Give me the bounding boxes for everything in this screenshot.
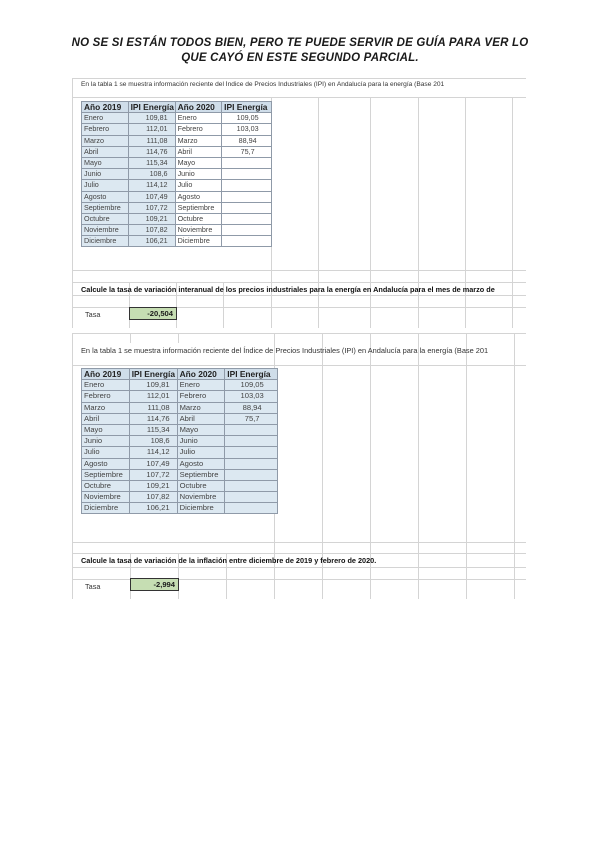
ipi-table (81, 101, 272, 247)
month-2020: Marzo (177, 402, 225, 413)
ipi-2020 (222, 157, 272, 168)
ipi-2020 (222, 169, 272, 180)
tasa-result-cell[interactable]: -2,994 (130, 578, 179, 591)
heading-line-1: NO SE SI ESTÁN TODOS BIEN, PERO TE PUEDE SERVIR DE GUÍA PARA VER LO (71, 37, 529, 49)
month-2020: Abril (177, 413, 225, 424)
table-header-row (82, 102, 272, 113)
ipi-2019: 106,21 (129, 503, 177, 514)
table-row (82, 469, 278, 480)
ipi-table (81, 368, 278, 514)
ipi-2019: 106,21 (128, 236, 175, 247)
ipi-2019: 108,6 (128, 169, 175, 180)
month-2019: Diciembre (82, 236, 129, 247)
intro-text: En la tabla 1 se muestra información reciente del Índice de Precios Industriales (IPI) en Andalucía para la energía (Base 201 (81, 81, 445, 88)
month-2020: Noviembre (177, 492, 225, 503)
tasa-label: Tasa (85, 310, 101, 319)
column-header: IPI Energía (222, 102, 272, 113)
ipi-2019: 114,76 (128, 146, 175, 157)
column-header: Año 2020 (177, 369, 225, 380)
table-row (82, 225, 272, 236)
ipi-2020 (225, 424, 278, 435)
month-2020: Febrero (175, 124, 222, 135)
ipi-2020 (225, 458, 278, 469)
month-2020: Diciembre (177, 503, 225, 514)
ipi-2020 (222, 225, 272, 236)
ipi-2019: 115,34 (128, 157, 175, 168)
table-row (82, 503, 278, 514)
ipi-2019: 112,01 (128, 124, 175, 135)
heading-line-2: QUE CAYÓ EN ESTE SEGUNDO PARCIAL. (181, 52, 419, 64)
ipi-2019: 109,21 (129, 480, 177, 491)
ipi-2020: 88,94 (222, 135, 272, 146)
month-2019: Agosto (82, 191, 129, 202)
ipi-2019: 109,81 (129, 380, 177, 391)
table-row (82, 113, 272, 124)
month-2020: Febrero (177, 391, 225, 402)
month-2019: Septiembre (82, 202, 129, 213)
ipi-2019: 107,82 (129, 492, 177, 503)
ipi-2020 (225, 436, 278, 447)
ipi-2019: 111,08 (129, 402, 177, 413)
month-2019: Abril (82, 146, 129, 157)
ipi-2019: 109,81 (128, 113, 175, 124)
ipi-2020 (222, 236, 272, 247)
month-2019: Septiembre (82, 469, 130, 480)
ipi-2019: 107,72 (128, 202, 175, 213)
month-2019: Febrero (82, 391, 130, 402)
table-row (82, 480, 278, 491)
month-2019: Mayo (82, 157, 129, 168)
column-header: IPI Energía (225, 369, 278, 380)
tasa-label: Tasa (85, 582, 101, 591)
month-2019: Diciembre (82, 503, 130, 514)
month-2019: Mayo (82, 424, 130, 435)
table-row (82, 124, 272, 135)
table-row (82, 180, 272, 191)
question-text: Calcule la tasa de variación interanual de los precios industriales para la energía en Andalucía para el mes de marzo de (81, 285, 495, 294)
month-2020: Agosto (177, 458, 225, 469)
month-2020: Octubre (177, 480, 225, 491)
table-row (82, 436, 278, 447)
table-header-row (82, 369, 278, 380)
month-2020: Julio (175, 180, 222, 191)
spreadsheet-block-2 (72, 333, 526, 599)
month-2020: Agosto (175, 191, 222, 202)
ipi-2019: 108,6 (129, 436, 177, 447)
table-row (82, 236, 272, 247)
table-row (82, 424, 278, 435)
table-row (82, 202, 272, 213)
ipi-2019: 112,01 (129, 391, 177, 402)
month-2020: Marzo (175, 135, 222, 146)
ipi-2019: 111,08 (128, 135, 175, 146)
month-2019: Marzo (82, 135, 129, 146)
month-2019: Octubre (82, 213, 129, 224)
ipi-2020 (225, 503, 278, 514)
table-row (82, 413, 278, 424)
month-2020: Abril (175, 146, 222, 157)
ipi-2020: 88,94 (225, 402, 278, 413)
question-text: Calcule la tasa de variación de la inflación entre diciembre de 2019 y febrero de 2020. (81, 556, 377, 565)
column-header: Año 2019 (82, 102, 129, 113)
tasa-result-cell[interactable]: -20,504 (129, 307, 177, 320)
column-header: IPI Energía (129, 369, 177, 380)
table-row (82, 391, 278, 402)
month-2020: Enero (177, 380, 225, 391)
ipi-2019: 107,82 (128, 225, 175, 236)
table-row (82, 157, 272, 168)
month-2020: Julio (177, 447, 225, 458)
month-2019: Junio (82, 436, 130, 447)
ipi-2019: 114,12 (129, 447, 177, 458)
month-2019: Marzo (82, 402, 130, 413)
column-header: IPI Energía (128, 102, 175, 113)
table-row (82, 146, 272, 157)
table-row (82, 458, 278, 469)
table-row (82, 447, 278, 458)
month-2020: Septiembre (177, 469, 225, 480)
month-2019: Febrero (82, 124, 129, 135)
month-2020: Diciembre (175, 236, 222, 247)
ipi-2019: 114,76 (129, 413, 177, 424)
ipi-2020 (225, 492, 278, 503)
table-row (82, 135, 272, 146)
month-2020: Mayo (175, 157, 222, 168)
spreadsheet-block-1 (72, 78, 526, 328)
month-2019: Noviembre (82, 225, 129, 236)
ipi-2020 (225, 480, 278, 491)
table-row (82, 213, 272, 224)
table-row (82, 169, 272, 180)
ipi-2020 (222, 202, 272, 213)
month-2019: Enero (82, 380, 130, 391)
month-2020: Septiembre (175, 202, 222, 213)
ipi-2020: 103,03 (222, 124, 272, 135)
month-2019: Julio (82, 447, 130, 458)
month-2020: Enero (175, 113, 222, 124)
ipi-2020 (225, 469, 278, 480)
month-2019: Octubre (82, 480, 130, 491)
ipi-2020 (225, 447, 278, 458)
ipi-2020: 109,05 (225, 380, 278, 391)
table-row (82, 380, 278, 391)
page-heading (60, 36, 540, 66)
table-row (82, 191, 272, 202)
ipi-2019: 107,49 (128, 191, 175, 202)
month-2019: Abril (82, 413, 130, 424)
ipi-2020: 75,7 (225, 413, 278, 424)
table-row (82, 492, 278, 503)
ipi-2020 (222, 180, 272, 191)
ipi-2020 (222, 213, 272, 224)
ipi-2019: 107,72 (129, 469, 177, 480)
ipi-2019: 114,12 (128, 180, 175, 191)
intro-text: En la tabla 1 se muestra información reciente del Índice de Precios Industriales (IPI) en Andalucía para la energía (Base 201 (81, 346, 489, 355)
ipi-2019: 109,21 (128, 213, 175, 224)
ipi-2019: 115,34 (129, 424, 177, 435)
ipi-2019: 107,49 (129, 458, 177, 469)
column-header: Año 2020 (175, 102, 222, 113)
month-2020: Mayo (177, 424, 225, 435)
month-2019: Julio (82, 180, 129, 191)
column-header: Año 2019 (82, 369, 130, 380)
month-2020: Octubre (175, 213, 222, 224)
ipi-2020: 109,05 (222, 113, 272, 124)
table-row (82, 402, 278, 413)
ipi-2020: 103,03 (225, 391, 278, 402)
ipi-2020: 75,7 (222, 146, 272, 157)
month-2019: Agosto (82, 458, 130, 469)
month-2019: Noviembre (82, 492, 130, 503)
month-2019: Enero (82, 113, 129, 124)
month-2020: Junio (175, 169, 222, 180)
month-2020: Junio (177, 436, 225, 447)
ipi-2020 (222, 191, 272, 202)
month-2020: Noviembre (175, 225, 222, 236)
month-2019: Junio (82, 169, 129, 180)
